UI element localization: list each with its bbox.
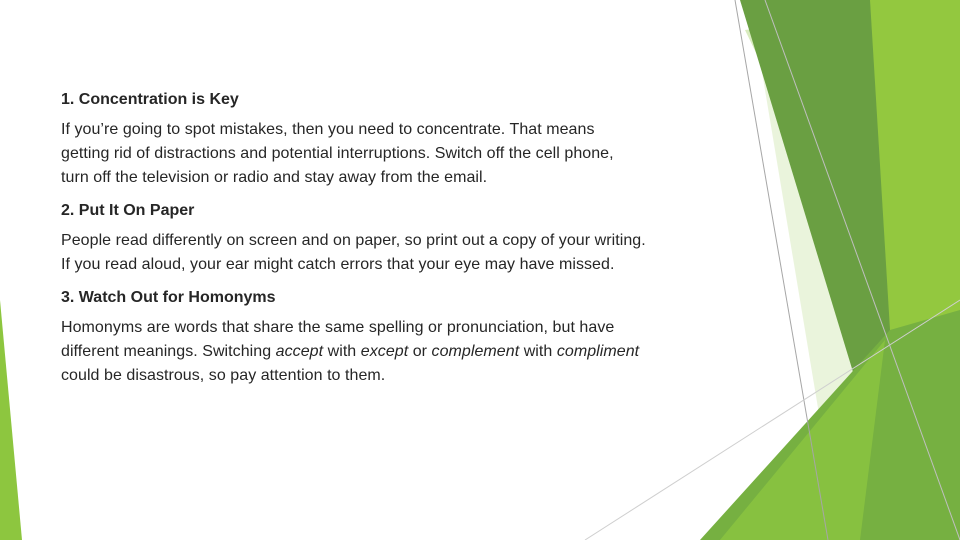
- bottom-light-shape: [720, 340, 885, 540]
- slide-body: [61, 90, 741, 399]
- italic-term: complement: [431, 343, 520, 360]
- text-run: or: [408, 343, 432, 360]
- paragraph-line: could be disastrous, so pay attention to them.: [61, 367, 386, 384]
- section-paragraph: [61, 316, 741, 388]
- left-edge-accent-shape: [0, 300, 22, 540]
- text-run: different meanings. Switching: [61, 343, 276, 360]
- section-heading: 2. Put It On Paper: [61, 202, 195, 219]
- section-paragraph: [61, 118, 741, 190]
- text-run: with: [323, 343, 361, 360]
- paragraph-line: Homonyms are words that share the same spelling or pronunciation, but have: [61, 319, 615, 336]
- italic-term: compliment: [556, 343, 640, 360]
- paragraph-line: If you read aloud, your ear might catch errors that your eye may have missed.: [61, 256, 615, 273]
- paragraph-line: If you’re going to spot mistakes, then you need to concentrate. That means: [61, 121, 595, 138]
- paragraph-line: getting rid of distractions and potential interruptions. Switch off the cell phone,: [61, 145, 614, 162]
- paragraph-line: turn off the television or radio and stay away from the email.: [61, 169, 488, 186]
- text-run: with: [519, 343, 557, 360]
- italic-term: accept: [275, 343, 324, 360]
- section-heading: 3. Watch Out for Homonyms: [61, 289, 276, 306]
- paragraph-line: People read differently on screen and on paper, so print out a copy of your writing.: [61, 232, 646, 249]
- section-heading: 1. Concentration is Key: [61, 91, 239, 108]
- paragraph-line: [61, 340, 741, 364]
- italic-term: except: [360, 343, 409, 360]
- section-paragraph: [61, 229, 741, 277]
